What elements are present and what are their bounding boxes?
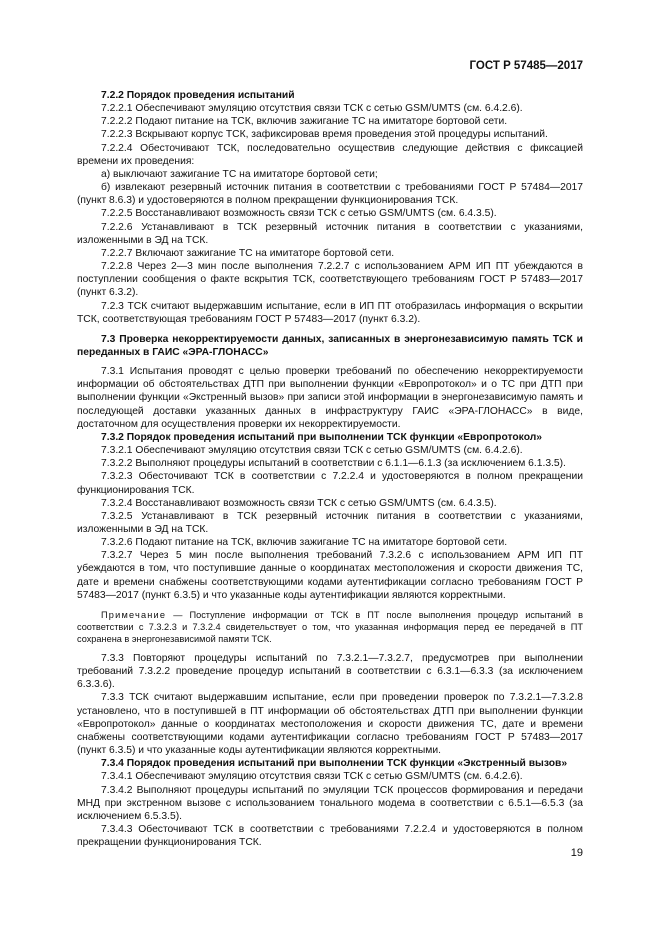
- note-text: — Поступление информации от ТСК в ПТ после выполнения процедур испытаний в соответствии с 7.3.2.3 и 7.3.2.4 свидетельствует о том, что указанная информация перед ее передачей в ПТ сохранена в энергонезависимой памяти ТСК.: [77, 609, 583, 644]
- list-item: б) извлекают резервный источник питания в соответствии с требованиями ГОСТ Р 57484—2017 (пункт 8.6.3) и удостоверяются в полном прекращении функционирования ТСК.: [77, 182, 583, 207]
- paragraph: 7.2.2.3 Вскрывают корпус ТСК, зафиксировав время проведения этой процедуры испытаний.: [101, 129, 548, 141]
- page-number: 19: [570, 847, 583, 859]
- section-heading-7-2-2: 7.2.2 Порядок проведения испытаний: [101, 90, 295, 101]
- paragraph: 7.2.2.7 Включают зажигание ТС на имитаторе бортовой сети.: [101, 247, 395, 259]
- list-item: а) выключают зажигание ТС на имитаторе бортовой сети;: [101, 168, 378, 180]
- paragraph: 7.2.2.1 Обеспечивают эмуляцию отсутствия связи ТСК с сетью GSM/UMTS (см. 6.4.2.6).: [101, 103, 523, 115]
- document-body: [77, 89, 583, 849]
- paragraph: 7.2.3 ТСК считают выдержавшим испытание, если в ИП ПТ отобразилась информация о вскрытии ТСК, соответствующая требованиям ГОСТ Р 57483—2017 (пункт 6.3.2).: [77, 300, 583, 325]
- paragraph: 7.3.2.1 Обеспечивают эмуляцию отсутствия связи ТСК с сетью GSM/UMTS (см. 6.4.2.6).: [101, 445, 523, 457]
- paragraph: 7.3.2.6 Подают питание на ТСК, включив зажигание ТС на имитаторе бортовой сети.: [101, 537, 508, 549]
- paragraph: 7.2.2.2 Подают питание на ТСК, включив зажигание ТС на имитаторе бортовой сети.: [101, 116, 508, 128]
- paragraph: 7.2.2.6 Устанавливают в ТСК резервный источник питания в соответствии с указаниями, изложенными в ЭД на ТСК.: [77, 221, 583, 246]
- paragraph: 7.3.2.4 Восстанавливают возможность связи ТСК с сетью GSM/UMTS (см. 6.4.3.5).: [101, 497, 497, 509]
- paragraph: 7.2.2.8 Через 2—3 мин после выполнения 7.2.2.7 с использованием АРМ ИП ПТ убеждаются в поступлении сообщения о факте вскрытия ТСК, соответствующего требованиям ГОСТ Р 57483—2017 (пункт 6.3.2).: [77, 261, 583, 299]
- document-code-header: ГОСТ Р 57485—2017: [469, 60, 583, 72]
- paragraph: 7.2.2.5 Восстанавливают возможность связи ТСК с сетью GSM/UMTS (см. 6.4.3.5).: [101, 208, 497, 220]
- paragraph: 7.3.4.1 Обеспечивают эмуляцию отсутствия связи ТСК с сетью GSM/UMTS (см. 6.4.2.6).: [101, 771, 523, 783]
- paragraph: 7.3.2.7 Через 5 мин после выполнения требований 7.3.2.6 с использованием АРМ ИП ПТ убеждаются в том, что поступившие данные о координатах местоположения и скорости движения ТС, дате и времени снабжены соответствующими кодами аутентификации согласно требованиям ГОСТ Р 57483—2017 (пункт 6.3.5) и что указанные коды аутентификации являются корректными.: [77, 550, 583, 601]
- paragraph: 7.3.4.2 Выполняют процедуры испытаний по эмуляции ТСК процессов формирования и передачи МНД при экстренном вызове с использованием тонального модема в соответствии с 6.5.1—6.5.3 (за исключением 6.5.3.5).: [77, 784, 583, 822]
- paragraph: 7.2.2.4 Обесточивают ТСК, последовательно осуществив следующие действия с фиксацией времени их проведения:: [77, 142, 583, 167]
- paragraph: 7.3.3 Повторяют процедуры испытаний по 7.3.2.1—7.3.2.7, предусмотрев при выполнении требований 7.3.2.2 проведение процедур испытаний в соответствии с 6.3.1—6.3.3 (за исключением 6.3.3.6).: [77, 652, 583, 691]
- note-label: Примечание: [101, 609, 167, 620]
- paragraph: 7.3.1 Испытания проводят с целью проверки требований по обеспечению некорректируемости информации об обстоятельствах ДТП при выполнении функции «Европротокол» и о ТС при ДТП при выполнении функции «Экстренный вызов» при записи этой информации в энергонезависимую память и последующей доставки указанных данных в инфраструктуру ГАИС «ЭРА-ГЛОНАСС» в виде, достаточном для осуществления проверки их некорректируемости.: [77, 366, 583, 430]
- section-heading-7-3-4: 7.3.4 Порядок проведения испытаний при выполнении ТСК функции «Экстренный вызов»: [101, 758, 568, 770]
- paragraph: 7.3.2.2 Выполняют процедуры испытаний в соответствии с 6.1.1—6.1.3 (за исключением 6.1.3.5).: [101, 458, 566, 470]
- paragraph: 7.3.3 ТСК считают выдержавшим испытание, если при проведении проверок по 7.3.2.1—7.3.2.8 установлено, что в поступившей в ПТ информации об обстоятельствах ДТП при выполнении функции «Европротокол» данные о координатах местоположения и скорости движения ТС, дате и времени снабжены соответствующими кодами аутентификации согласно требованиям ГОСТ Р 57483—2017 (пункт 6.3.5) и что указанные коды аутентификации являются корректными.: [77, 692, 583, 757]
- paragraph: 7.3.2.5 Устанавливают в ТСК резервный источник питания в соответствии с указаниями, изложенными в ЭД на ТСК.: [77, 510, 583, 535]
- note: [77, 609, 583, 645]
- section-heading-7-3-2: 7.3.2 Порядок проведения испытаний при выполнении ТСК функции «Европротокол»: [101, 431, 542, 443]
- paragraph: 7.3.4.3 Обесточивают ТСК в соответствии с требованиями 7.2.2.4 и удостоверяются в полном прекращении функционирования ТСК.: [77, 823, 583, 849]
- paragraph: 7.3.2.3 Обесточивают ТСК в соответствии с 7.2.2.4 и удостоверяются в полном прекращении функционирования ТСК.: [77, 471, 583, 496]
- section-heading-7-3: 7.3 Проверка некорректируемости данных, записанных в энергонезависимую память ТСК и переданных в ГАИС «ЭРА-ГЛОНАСС»: [77, 333, 583, 358]
